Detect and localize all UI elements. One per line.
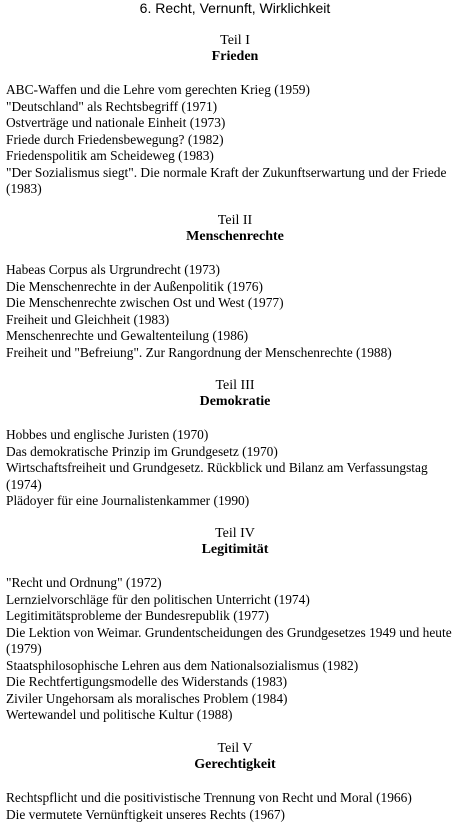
list-item: Die Lektion von Weimar. Grundentscheidungen des Grundgesetzes 1949 und heute (1979): [6, 624, 452, 656]
list-item: "Recht und Ordnung" (1972): [6, 575, 162, 590]
list-item: "Deutschland" als Rechtsbegriff (1971): [6, 98, 218, 114]
list-item: Die vermutete Vernünftigkeit unseres Rechts (1967): [6, 806, 286, 822]
section-title: Frieden: [211, 49, 259, 64]
section-title: Legitimität: [201, 542, 269, 557]
list-item: Ostverträge und nationale Einheit (1973): [6, 115, 226, 130]
page-title: 6. Recht, Vernunft, Wirklichkeit: [139, 0, 331, 16]
list-item: Wertewandel und politische Kultur (1988): [6, 707, 233, 722]
section-title: Demokratie: [199, 394, 271, 409]
list-item: Die Menschenrechte in der Außenpolitik (1976): [6, 278, 263, 294]
section-heading: [0, 526, 470, 558]
list-item: Habeas Corpus als Urgrundrecht (1973): [6, 262, 220, 277]
list-item: Staatsphilosophische Lehren aus dem Nationalsozialismus (1982): [6, 657, 359, 673]
section-legitimitaet: [0, 526, 470, 724]
section-part-label: Teil III: [215, 378, 255, 393]
list-item: Friede durch Friedensbewegung? (1982): [6, 131, 224, 147]
list-item: Rechtspflicht und die positivistische Trennung von Recht und Moral (1966): [6, 790, 412, 805]
list-item: Ziviler Ungehorsam als moralisches Problem (1984): [6, 690, 288, 706]
section-frieden: [0, 33, 470, 198]
list-item: Friedenspolitik am Scheideweg (1983): [6, 148, 214, 163]
entry-list: [0, 790, 470, 823]
list-item: Menschenrechte und Gewaltenteilung (1986): [6, 328, 249, 343]
entry-list: [0, 427, 470, 510]
section-heading: [0, 741, 470, 773]
section-part-label: Teil II: [217, 213, 253, 228]
list-item: Die Menschenrechte zwischen Ost und West (1977): [6, 295, 284, 310]
section-part-label: Teil I: [220, 33, 250, 48]
list-item: "Der Sozialismus siegt". Die normale Kraft der Zukunftserwartung und der Friede (1983): [6, 164, 447, 196]
section-title: Menschenrechte: [186, 229, 284, 244]
list-item: Die Rechtfertigungsmodelle des Widerstands (1983): [6, 674, 288, 689]
section-gerechtigkeit: [0, 741, 470, 823]
list-item: Freiheit und "Befreiung". Zur Rangordnung der Menschenrechte (1988): [6, 344, 392, 360]
section-heading: [0, 33, 470, 65]
section-demokratie: [0, 378, 470, 510]
section-part-label: Teil IV: [215, 526, 255, 541]
section-heading: [0, 378, 470, 410]
list-item: ABC-Waffen und die Lehre vom gerechten Krieg (1959): [6, 82, 310, 97]
list-item: Freiheit und Gleichheit (1983): [6, 311, 170, 327]
section-part-label: Teil V: [217, 741, 253, 756]
section-heading: [0, 213, 470, 245]
section-title: Gerechtigkeit: [194, 757, 276, 772]
section-menschenrechte: [0, 213, 470, 361]
list-item: Hobbes und englische Juristen (1970): [6, 427, 209, 442]
list-item: Wirtschaftsfreiheit und Grundgesetz. Rückblick und Bilanz am Verfassungstag (1974): [6, 460, 428, 492]
entry-list: [0, 82, 470, 198]
entry-list: [0, 575, 470, 724]
list-item: Legitimitätsprobleme der Bundesrepublik (1977): [6, 608, 269, 623]
entry-list: [0, 262, 470, 361]
list-item: Lernzielvorschläge für den politischen Unterricht (1974): [6, 591, 310, 607]
list-item: Plädoyer für eine Journalistenkammer (1990): [6, 493, 250, 508]
list-item: Das demokratische Prinzip im Grundgesetz (1970): [6, 443, 278, 459]
